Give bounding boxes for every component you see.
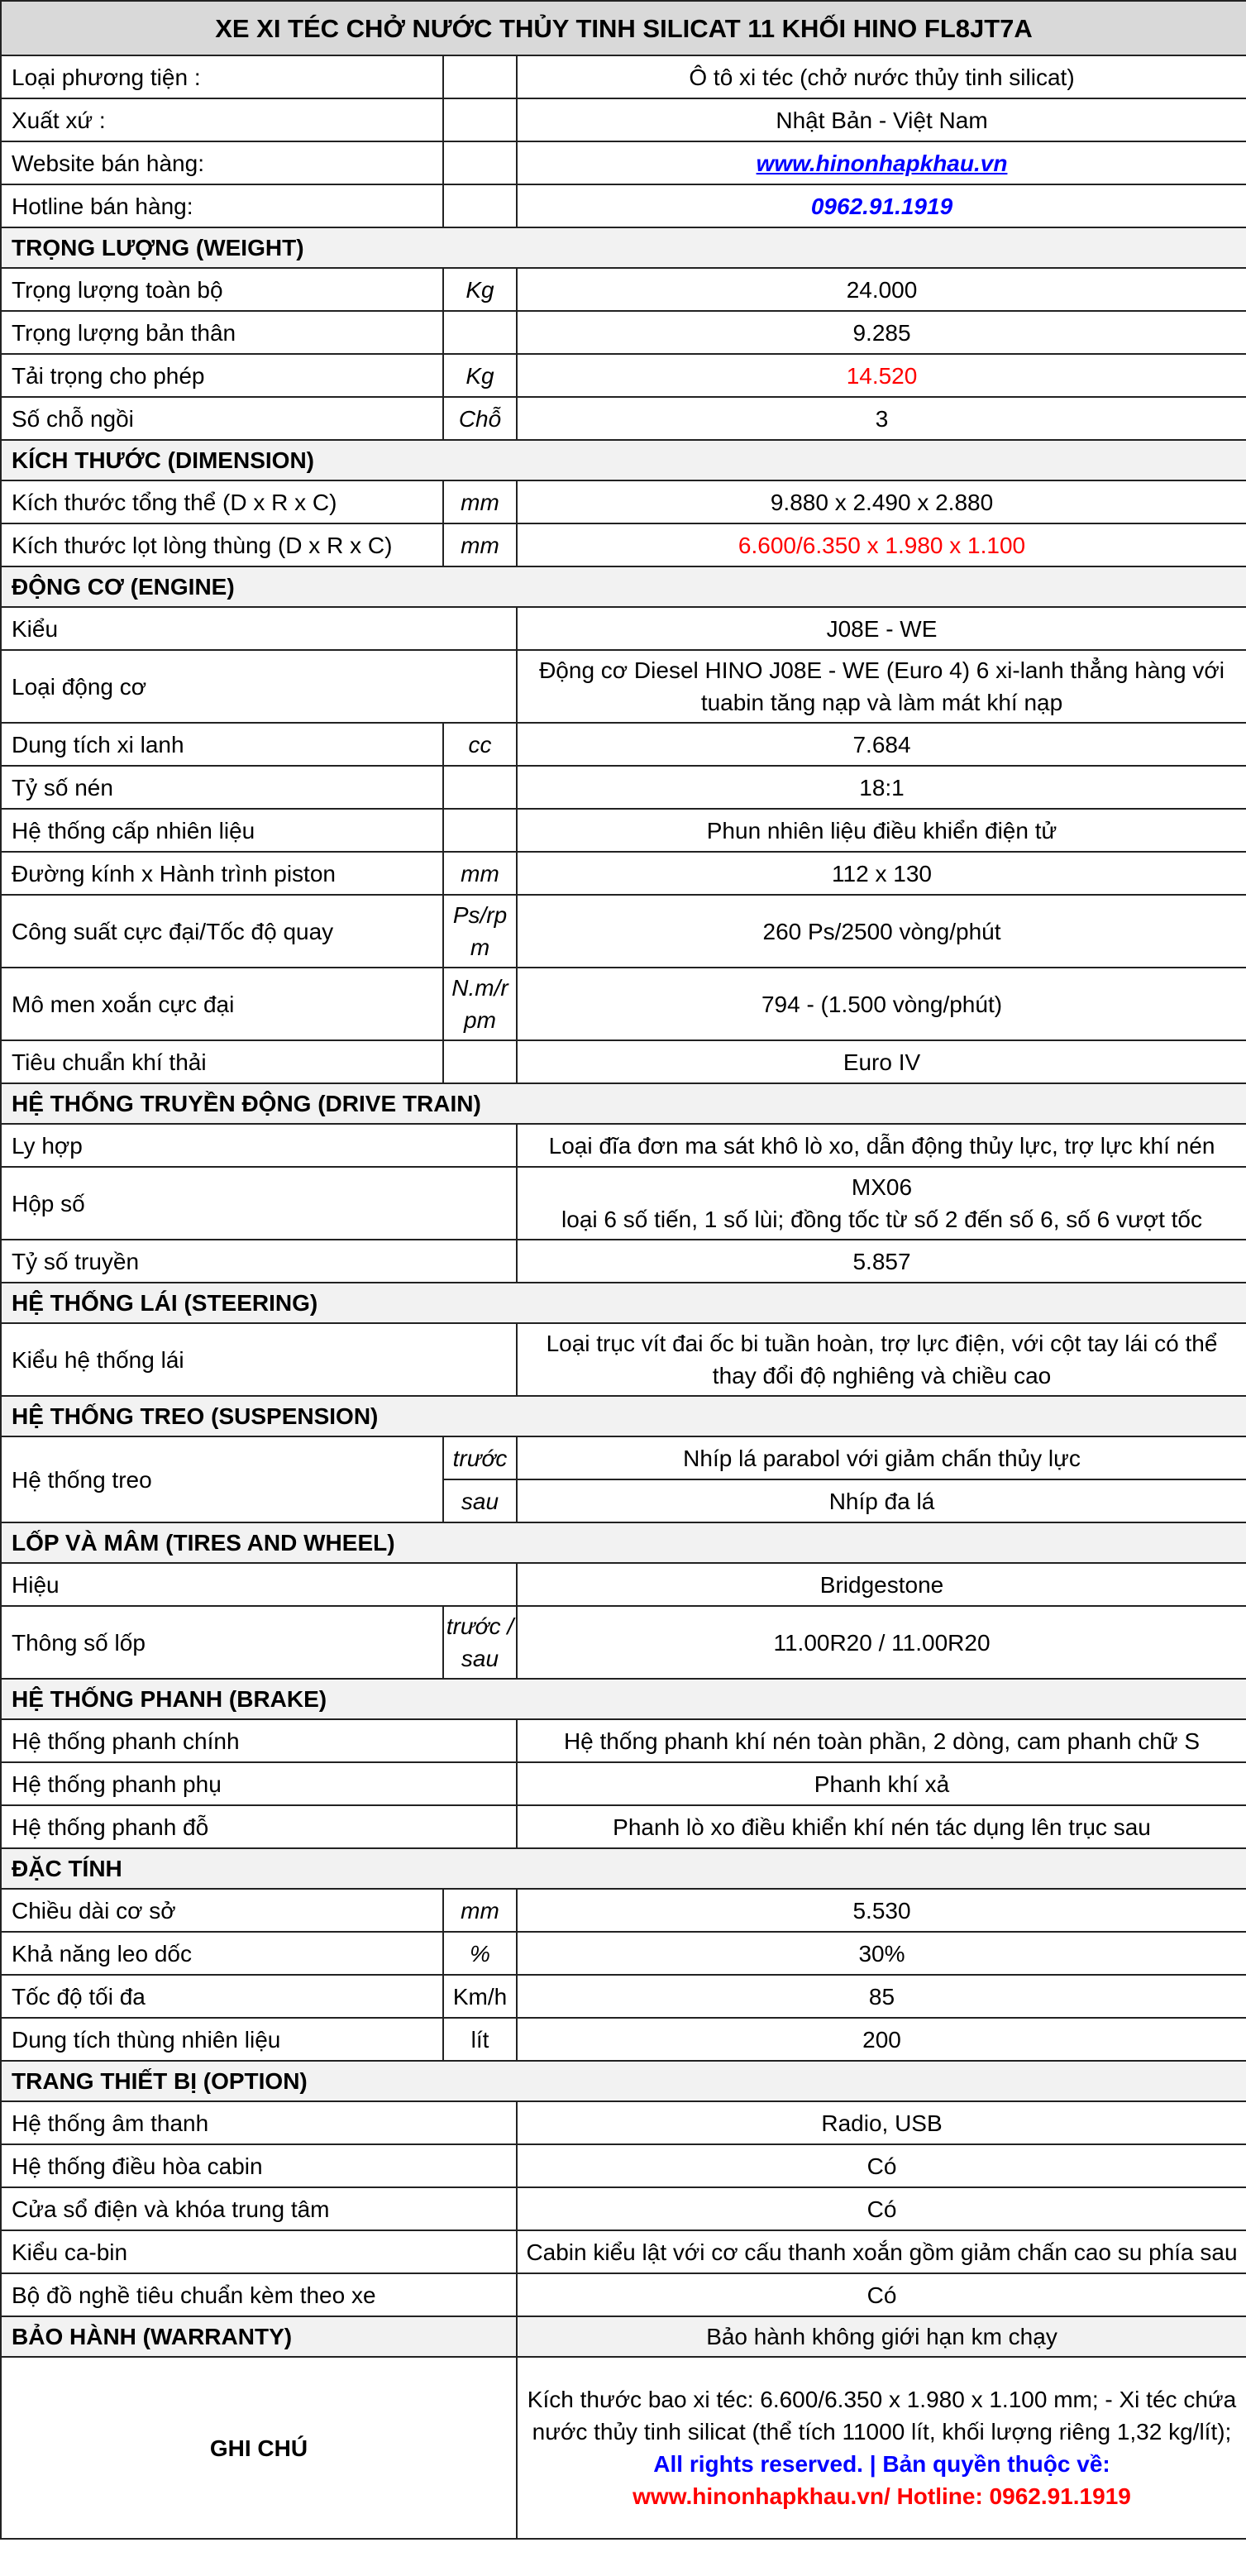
spec-value [517, 354, 1246, 397]
note-row [1, 2357, 1246, 2539]
spec-value-text: MX06 loại 6 số tiến, 1 số lùi; đồng tốc từ số 2 đến số 6, số 6 vượt tốc [561, 1174, 1202, 1232]
spec-value-text: 3 [875, 405, 889, 432]
spec-row-mo-men-xoan-cuc-dai [1, 968, 1246, 1040]
spec-unit [443, 55, 517, 98]
hotline-text: 0962.91.1919 [810, 193, 953, 219]
spec-unit [443, 98, 517, 141]
spec-unit [443, 766, 517, 809]
spec-label: Tiêu chuẩn khí thải [1, 1040, 443, 1083]
spec-value-text: 5.857 [852, 1248, 911, 1274]
spec-row-kieu-ca-bin [1, 2230, 1246, 2273]
spec-row-dung-tich-thung-nhien-lieu [1, 2018, 1246, 2061]
spec-value [517, 397, 1246, 440]
spec-value-text: 794 - (1.500 vòng/phút) [761, 991, 1003, 1017]
spec-label: Hệ thống âm thanh [1, 2101, 517, 2144]
spec-value: Nhíp lá parabol với giảm chấn thủy lực [517, 1436, 1246, 1479]
spec-label: Hiệu [1, 1563, 517, 1606]
contact-text: www.hinonhapkhau.vn/ Hotline: 0962.91.1919 [633, 2483, 1131, 2509]
spec-label: Thông số lốp [1, 1606, 443, 1679]
spec-value[interactable] [517, 141, 1246, 184]
section-heading: TRỌNG LƯỢNG (WEIGHT) [1, 227, 1246, 268]
spec-unit: Ps/rpm [443, 895, 517, 968]
note-content [517, 2357, 1246, 2539]
spec-row-xuat-xu [1, 98, 1246, 141]
spec-value-text: Euro IV [843, 1049, 921, 1075]
spec-value-text: Bridgestone [819, 1571, 944, 1598]
spec-value-text: Loại trục vít đai ốc bi tuần hoàn, trợ lực điện, với cột tay lái có thể thay đổi độ nghiêng và chiều cao [546, 1331, 1218, 1388]
spec-value [517, 1240, 1246, 1283]
spec-value-text: Nhật Bản - Việt Nam [776, 107, 988, 133]
section-dong-co-engine [1, 566, 1246, 607]
spec-value-text: Hệ thống phanh khí nén toàn phần, 2 dòng, cam phanh chữ S [563, 1728, 1201, 1754]
section-he-thong-treo-suspension [1, 1396, 1246, 1436]
spec-row-hieu [1, 1563, 1246, 1606]
spec-label: Tỷ số nén [1, 766, 443, 809]
spec-label: Kích thước lọt lòng thùng (D x R x C) [1, 523, 443, 566]
spec-row-loai-phuong-tien [1, 55, 1246, 98]
section-lop-va-mam-tires-and-wheel [1, 1522, 1246, 1563]
spec-label: Chiều dài cơ sở [1, 1889, 443, 1932]
spec-label: Bộ đồ nghề tiêu chuẩn kèm theo xe [1, 2273, 517, 2316]
spec-row-loai-dong-co [1, 650, 1246, 723]
spec-value-text: 7.684 [852, 731, 911, 758]
spec-row-cua-so-dien-va-khoa-trung-tam [1, 2187, 1246, 2230]
spec-label: Dung tích thùng nhiên liệu [1, 2018, 443, 2061]
section-trang-thiet-bi-option [1, 2061, 1246, 2101]
spec-row-he-thong-dieu-hoa-cabin [1, 2144, 1246, 2187]
spec-value-text: 200 [862, 2026, 901, 2053]
spec-value [517, 895, 1246, 968]
spec-value-text: 11.00R20 / 11.00R20 [773, 1629, 991, 1656]
rights-text: All rights reserved. | Bản quyền thuộc về: [653, 2451, 1110, 2477]
section-heading: KÍCH THƯỚC (DIMENSION) [1, 440, 1246, 480]
section-heading: TRANG THIẾT BỊ (OPTION) [1, 2061, 1246, 2101]
website-link[interactable]: www.hinonhapkhau.vn [756, 150, 1008, 176]
spec-label: Cửa sổ điện và khóa trung tâm [1, 2187, 517, 2230]
spec-value: Nhíp đa lá [517, 1479, 1246, 1522]
spec-value-text: 85 [868, 1983, 895, 2010]
spec-label: Trọng lượng bản thân [1, 311, 443, 354]
spec-value [517, 523, 1246, 566]
spec-value-text: Động cơ Diesel HINO J08E - WE (Euro 4) 6 xi-lanh thẳng hàng với tuabin tăng nạp và làm mát khí nạp [539, 657, 1225, 715]
spec-value-text: 9.285 [852, 319, 911, 346]
spec-value-text: Cabin kiểu lật với cơ cấu thanh xoắn gồm giảm chấn cao su phía sau [526, 2239, 1238, 2265]
spec-value-text: 112 x 130 [832, 860, 932, 887]
spec-row-he-thong-phanh-chinh [1, 1719, 1246, 1762]
spec-row-kich-thuoc-lot-long-thung-d-x-r-x-c [1, 523, 1246, 566]
spec-label: Dung tích xi lanh [1, 723, 443, 766]
spec-label: Hệ thống phanh đỗ [1, 1805, 517, 1848]
section-heading: ĐẶC TÍNH [1, 1848, 1246, 1889]
spec-value [517, 650, 1246, 723]
spec-row-trong-luong-ban-than [1, 311, 1246, 354]
spec-value-text: Radio, USB [821, 2110, 943, 2136]
spec-unit: mm [443, 852, 517, 895]
spec-value-text: 24.000 [846, 276, 918, 303]
spec-value-text: Có [866, 2282, 897, 2308]
spec-value-text: Phanh khí xả [814, 1771, 950, 1797]
note-label: GHI CHÚ [1, 2357, 517, 2539]
spec-unit: % [443, 1932, 517, 1975]
spec-value-text: 14.520 [846, 362, 918, 389]
spec-label: Số chỗ ngồi [1, 397, 443, 440]
spec-label: Loại động cơ [1, 650, 517, 723]
spec-value [517, 852, 1246, 895]
spec-value [517, 1323, 1246, 1396]
spec-row-kha-nang-leo-doc [1, 1932, 1246, 1975]
spec-value [517, 55, 1246, 98]
spec-value [517, 98, 1246, 141]
spec-value-text: Loại đĩa đơn ma sát khô lò xo, dẫn động thủy lực, trợ lực khí nén [548, 1132, 1215, 1159]
spec-value-text: 18:1 [859, 774, 905, 801]
spec-value-text: J08E - WE [826, 615, 938, 642]
spec-value [517, 766, 1246, 809]
spec-value-text: Ô tô xi téc (chở nước thủy tinh silicat) [689, 64, 1075, 90]
spec-row-he-thong-cap-nhien-lieu [1, 809, 1246, 852]
spec-value-text: Có [866, 2153, 897, 2179]
spec-unit: mm [443, 1889, 517, 1932]
spec-row-kieu-he-thong-lai [1, 1323, 1246, 1396]
section-heading: ĐỘNG CƠ (ENGINE) [1, 566, 1246, 607]
spec-row-he-thong-phanh-phu [1, 1762, 1246, 1805]
title-row [1, 1, 1246, 55]
spec-unit: sau [443, 1479, 517, 1522]
section-heading: HỆ THỐNG TREO (SUSPENSION) [1, 1396, 1246, 1436]
spec-value [517, 723, 1246, 766]
section-heading: HỆ THỐNG TRUYỀN ĐỘNG (DRIVE TRAIN) [1, 1083, 1246, 1124]
spec-row-hotline-ban-hang [1, 184, 1246, 227]
section-dac-tinh [1, 1848, 1246, 1889]
note-text: Kích thước bao xi téc: 6.600/6.350 x 1.980 x 1.100 mm; - Xi téc chứa nước thủy tinh silicat (thể tích 11000 lít, khối lượng riêng 1,32 kg/lít); [527, 2387, 1237, 2445]
spec-unit [443, 1040, 517, 1083]
spec-unit: Kg [443, 268, 517, 311]
spec-value [517, 1124, 1246, 1167]
section-bao-hanh-warranty [1, 2316, 1246, 2357]
spec-value-text: 30% [858, 1940, 905, 1967]
spec-label: Đường kính x Hành trình piston [1, 852, 443, 895]
spec-label: Kiểu hệ thống lái [1, 1323, 517, 1396]
spec-label: Hệ thống phanh chính [1, 1719, 517, 1762]
spec-value-text: Có [866, 2196, 897, 2222]
spec-label: Hệ thống cấp nhiên liệu [1, 809, 443, 852]
spec-value-text: Phun nhiên liệu điều khiển điện tử [706, 817, 1057, 844]
spec-value [517, 480, 1246, 523]
spec-row-he-thong-treo [1, 1436, 1246, 1479]
spec-row-thong-so-lop [1, 1606, 1246, 1679]
spec-label: Công suất cực đại/Tốc độ quay [1, 895, 443, 968]
spec-value-text: 9.880 x 2.490 x 2.880 [770, 489, 994, 515]
spec-label: Mô men xoắn cực đại [1, 968, 443, 1040]
spec-row-kich-thuoc-tong-the-d-x-r-x-c [1, 480, 1246, 523]
spec-label: Hệ thống phanh phụ [1, 1762, 517, 1805]
spec-label: Tốc độ tối đa [1, 1975, 443, 2018]
spec-label: Website bán hàng: [1, 141, 443, 184]
section-trong-luong-weight [1, 227, 1246, 268]
spec-label: Hệ thống treo [1, 1436, 443, 1522]
spec-value [517, 1606, 1246, 1679]
spec-value [517, 1719, 1246, 1762]
spec-value [517, 1563, 1246, 1606]
spec-unit: N.m/rpm [443, 968, 517, 1040]
spec-label: Xuất xứ : [1, 98, 443, 141]
spec-value-text: Phanh lò xo điều khiển khí nén tác dụng lên trục sau [613, 1814, 1151, 1840]
spec-unit: Chỗ [443, 397, 517, 440]
spec-row-toc-do-toi-da [1, 1975, 1246, 2018]
spec-value [517, 809, 1246, 852]
spec-row-chieu-dai-co-so [1, 1889, 1246, 1932]
spec-unit: trước [443, 1436, 517, 1479]
spec-value [517, 2101, 1246, 2144]
spec-row-duong-kinh-x-hanh-trinh-piston [1, 852, 1246, 895]
spec-row-website-ban-hang [1, 141, 1246, 184]
spec-row-hop-so [1, 1167, 1246, 1240]
spec-value [517, 311, 1246, 354]
spec-unit: trước /sau [443, 1606, 517, 1679]
spec-value [517, 1932, 1246, 1975]
spec-value [517, 1805, 1246, 1848]
spec-value [517, 1167, 1246, 1240]
spec-value [517, 2187, 1246, 2230]
spec-label: Kiểu [1, 607, 517, 650]
spec-row-kieu [1, 607, 1246, 650]
spec-value [517, 2144, 1246, 2187]
spec-value [517, 968, 1246, 1040]
spec-label: Loại phương tiện : [1, 55, 443, 98]
spec-label: Tải trọng cho phép [1, 354, 443, 397]
spec-value [517, 2018, 1246, 2061]
spec-row-so-cho-ngoi [1, 397, 1246, 440]
spec-row-dung-tich-xi-lanh [1, 723, 1246, 766]
spec-row-ty-so-nen [1, 766, 1246, 809]
spec-row-ly-hop [1, 1124, 1246, 1167]
spec-label: Ly hợp [1, 1124, 517, 1167]
spec-unit: Kg [443, 354, 517, 397]
section-he-thong-phanh-brake [1, 1679, 1246, 1719]
spec-label: Khả năng leo dốc [1, 1932, 443, 1975]
spec-unit [443, 184, 517, 227]
spec-unit [443, 809, 517, 852]
section-he-thong-truyen-dong-drive-train [1, 1083, 1246, 1124]
spec-unit: Km/h [443, 1975, 517, 2018]
page-title: XE XI TÉC CHỞ NƯỚC THỦY TINH SILICAT 11 KHỐI HINO FL8JT7A [1, 1, 1246, 55]
section-value: Bảo hành không giới hạn km chạy [517, 2316, 1246, 2357]
spec-label: Trọng lượng toàn bộ [1, 268, 443, 311]
spec-value-text: 6.600/6.350 x 1.980 x 1.100 [738, 532, 1026, 558]
spec-row-tieu-chuan-khi-thai [1, 1040, 1246, 1083]
spec-label: Tỷ số truyền [1, 1240, 517, 1283]
spec-value [517, 1889, 1246, 1932]
spec-value [517, 1040, 1246, 1083]
spec-row-cong-suat-cuc-dai-toc-do-quay [1, 895, 1246, 968]
spec-row-ty-so-truyen [1, 1240, 1246, 1283]
spec-value [517, 2273, 1246, 2316]
section-heading: HỆ THỐNG LÁI (STEERING) [1, 1283, 1246, 1323]
spec-value [517, 184, 1246, 227]
spec-unit [443, 311, 517, 354]
spec-value [517, 607, 1246, 650]
spec-label: Hệ thống điều hòa cabin [1, 2144, 517, 2187]
spec-unit: mm [443, 523, 517, 566]
section-he-thong-lai-steering [1, 1283, 1246, 1323]
spec-value [517, 2230, 1246, 2273]
spec-row-tai-trong-cho-phep [1, 354, 1246, 397]
spec-unit [443, 141, 517, 184]
section-heading: LỐP VÀ MÂM (TIRES AND WHEEL) [1, 1522, 1246, 1563]
spec-label: Hộp số [1, 1167, 517, 1240]
spec-row-he-thong-phanh-do [1, 1805, 1246, 1848]
spec-value [517, 1975, 1246, 2018]
spec-row-he-thong-am-thanh [1, 2101, 1246, 2144]
spec-label: Hotline bán hàng: [1, 184, 443, 227]
section-kich-thuoc-dimension [1, 440, 1246, 480]
spec-value-text: 5.530 [852, 1897, 911, 1924]
section-heading: HỆ THỐNG PHANH (BRAKE) [1, 1679, 1246, 1719]
section-heading: BẢO HÀNH (WARRANTY) [1, 2316, 517, 2357]
spec-row-trong-luong-toan-bo [1, 268, 1246, 311]
spec-unit: cc [443, 723, 517, 766]
spec-unit: lít [443, 2018, 517, 2061]
spec-value [517, 268, 1246, 311]
spec-value [517, 1762, 1246, 1805]
spec-unit: mm [443, 480, 517, 523]
spec-label: Kích thước tổng thể (D x R x C) [1, 480, 443, 523]
spec-row-bo-do-nghe-tieu-chuan-kem-theo-xe [1, 2273, 1246, 2316]
spec-value-text: 260 Ps/2500 vòng/phút [762, 918, 1001, 944]
spec-label: Kiểu ca-bin [1, 2230, 517, 2273]
